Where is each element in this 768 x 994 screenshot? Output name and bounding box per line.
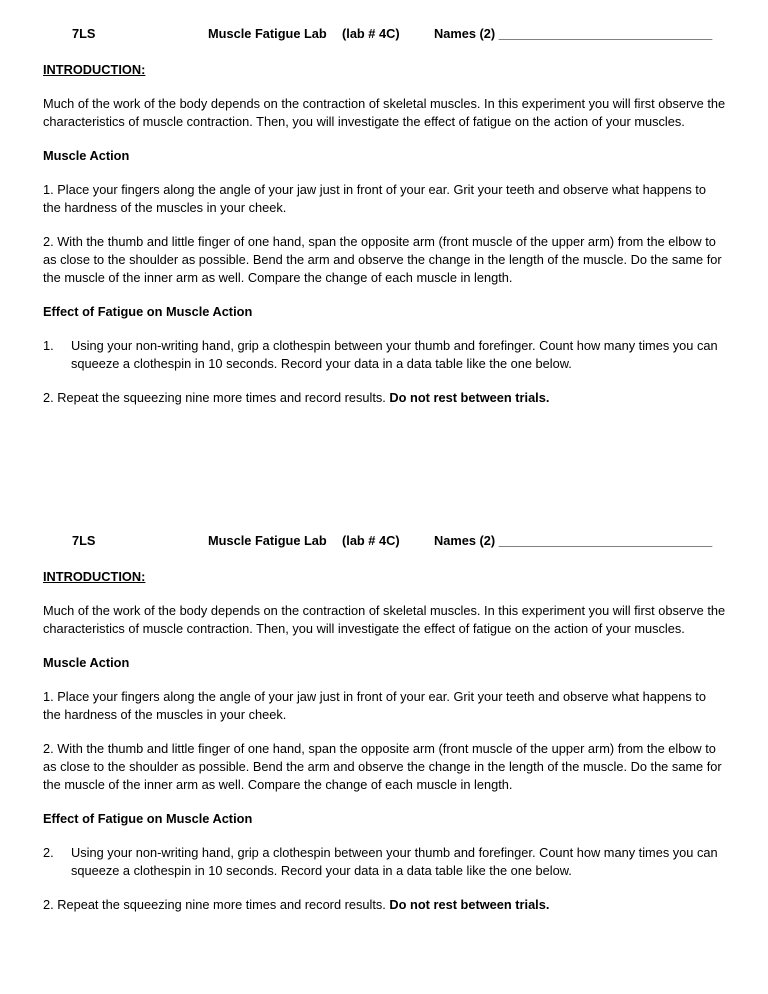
worksheet-header xyxy=(43,532,726,550)
introduction-heading: INTRODUCTION: xyxy=(43,62,146,77)
list-number: 1. xyxy=(43,338,54,353)
muscle-action-heading: Muscle Action xyxy=(43,148,130,163)
list-text: Using your non-writing hand, grip a clothespin between your thumb and forefinger. Count how many times you can squeeze a clothespin in 10 seconds. Record your data in a data table like the one below. xyxy=(71,338,718,371)
muscle-action-step-2: 2. With the thumb and little finger of one hand, span the opposite arm (front muscle of the upper arm) from the elbow to as close to the shoulder as possible. Bend the arm and observe the change in the length of the muscle. Do the same for the muscle of the inner arm as well. Compare the change of each muscle in length. xyxy=(43,234,722,285)
lab-title: Muscle Fatigue Lab xyxy=(208,26,327,41)
fatigue-step-2-emphasis: Do not rest between trials. xyxy=(389,390,550,405)
lab-number: (lab # 4C) xyxy=(342,533,400,548)
list-number: 2. xyxy=(43,845,54,860)
class-code: 7LS xyxy=(72,26,96,41)
worksheet-copy-1 xyxy=(43,25,726,407)
names-label: Names (2) xyxy=(434,26,496,41)
fatigue-step-2-text: 2. Repeat the squeezing nine more times and record results. xyxy=(43,390,390,405)
list-text: Using your non-writing hand, grip a clothespin between your thumb and forefinger. Count how many times you can squeeze a clothespin in 10 seconds. Record your data in a data table like the one below. xyxy=(71,845,718,878)
introduction-paragraph: Much of the work of the body depends on the contraction of skeletal muscles. In this experiment you will first observe the characteristics of muscle contraction. Then, you will investigate the effect of fatigue on the action of your muscles. xyxy=(43,603,726,636)
fatigue-step-1 xyxy=(43,337,726,373)
names-blank-line: ______________________________ xyxy=(498,26,713,41)
fatigue-step-2 xyxy=(43,896,726,914)
names-field xyxy=(434,25,726,43)
muscle-action-step-1: 1. Place your fingers along the angle of your jaw just in front of your ear. Grit your teeth and observe what happens to the hardness of the muscles in your cheek. xyxy=(43,182,706,215)
names-field xyxy=(434,532,726,550)
muscle-action-heading: Muscle Action xyxy=(43,655,130,670)
muscle-action-step-1: 1. Place your fingers along the angle of your jaw just in front of your ear. Grit your teeth and observe what happens to the hardness of the muscles in your cheek. xyxy=(43,689,706,722)
names-blank-line: ______________________________ xyxy=(498,533,713,548)
lab-title: Muscle Fatigue Lab xyxy=(208,533,327,548)
introduction-heading: INTRODUCTION: xyxy=(43,569,146,584)
muscle-action-step-2: 2. With the thumb and little finger of one hand, span the opposite arm (front muscle of the upper arm) from the elbow to as close to the shoulder as possible. Bend the arm and observe the change in the length of the muscle. Do the same for the muscle of the inner arm as well. Compare the change of each muscle in length. xyxy=(43,741,722,792)
fatigue-step-2 xyxy=(43,389,726,407)
fatigue-step-1 xyxy=(43,844,726,880)
lab-number: (lab # 4C) xyxy=(342,26,400,41)
worksheet-header xyxy=(43,25,726,43)
class-code: 7LS xyxy=(72,533,96,548)
worksheet-copy-2 xyxy=(43,532,726,914)
names-label: Names (2) xyxy=(434,533,496,548)
fatigue-heading: Effect of Fatigue on Muscle Action xyxy=(43,304,253,319)
fatigue-heading: Effect of Fatigue on Muscle Action xyxy=(43,811,253,826)
introduction-paragraph: Much of the work of the body depends on the contraction of skeletal muscles. In this experiment you will first observe the characteristics of muscle contraction. Then, you will investigate the effect of fatigue on the action of your muscles. xyxy=(43,96,726,129)
fatigue-step-2-emphasis: Do not rest between trials. xyxy=(389,897,550,912)
fatigue-step-2-text: 2. Repeat the squeezing nine more times and record results. xyxy=(43,897,390,912)
